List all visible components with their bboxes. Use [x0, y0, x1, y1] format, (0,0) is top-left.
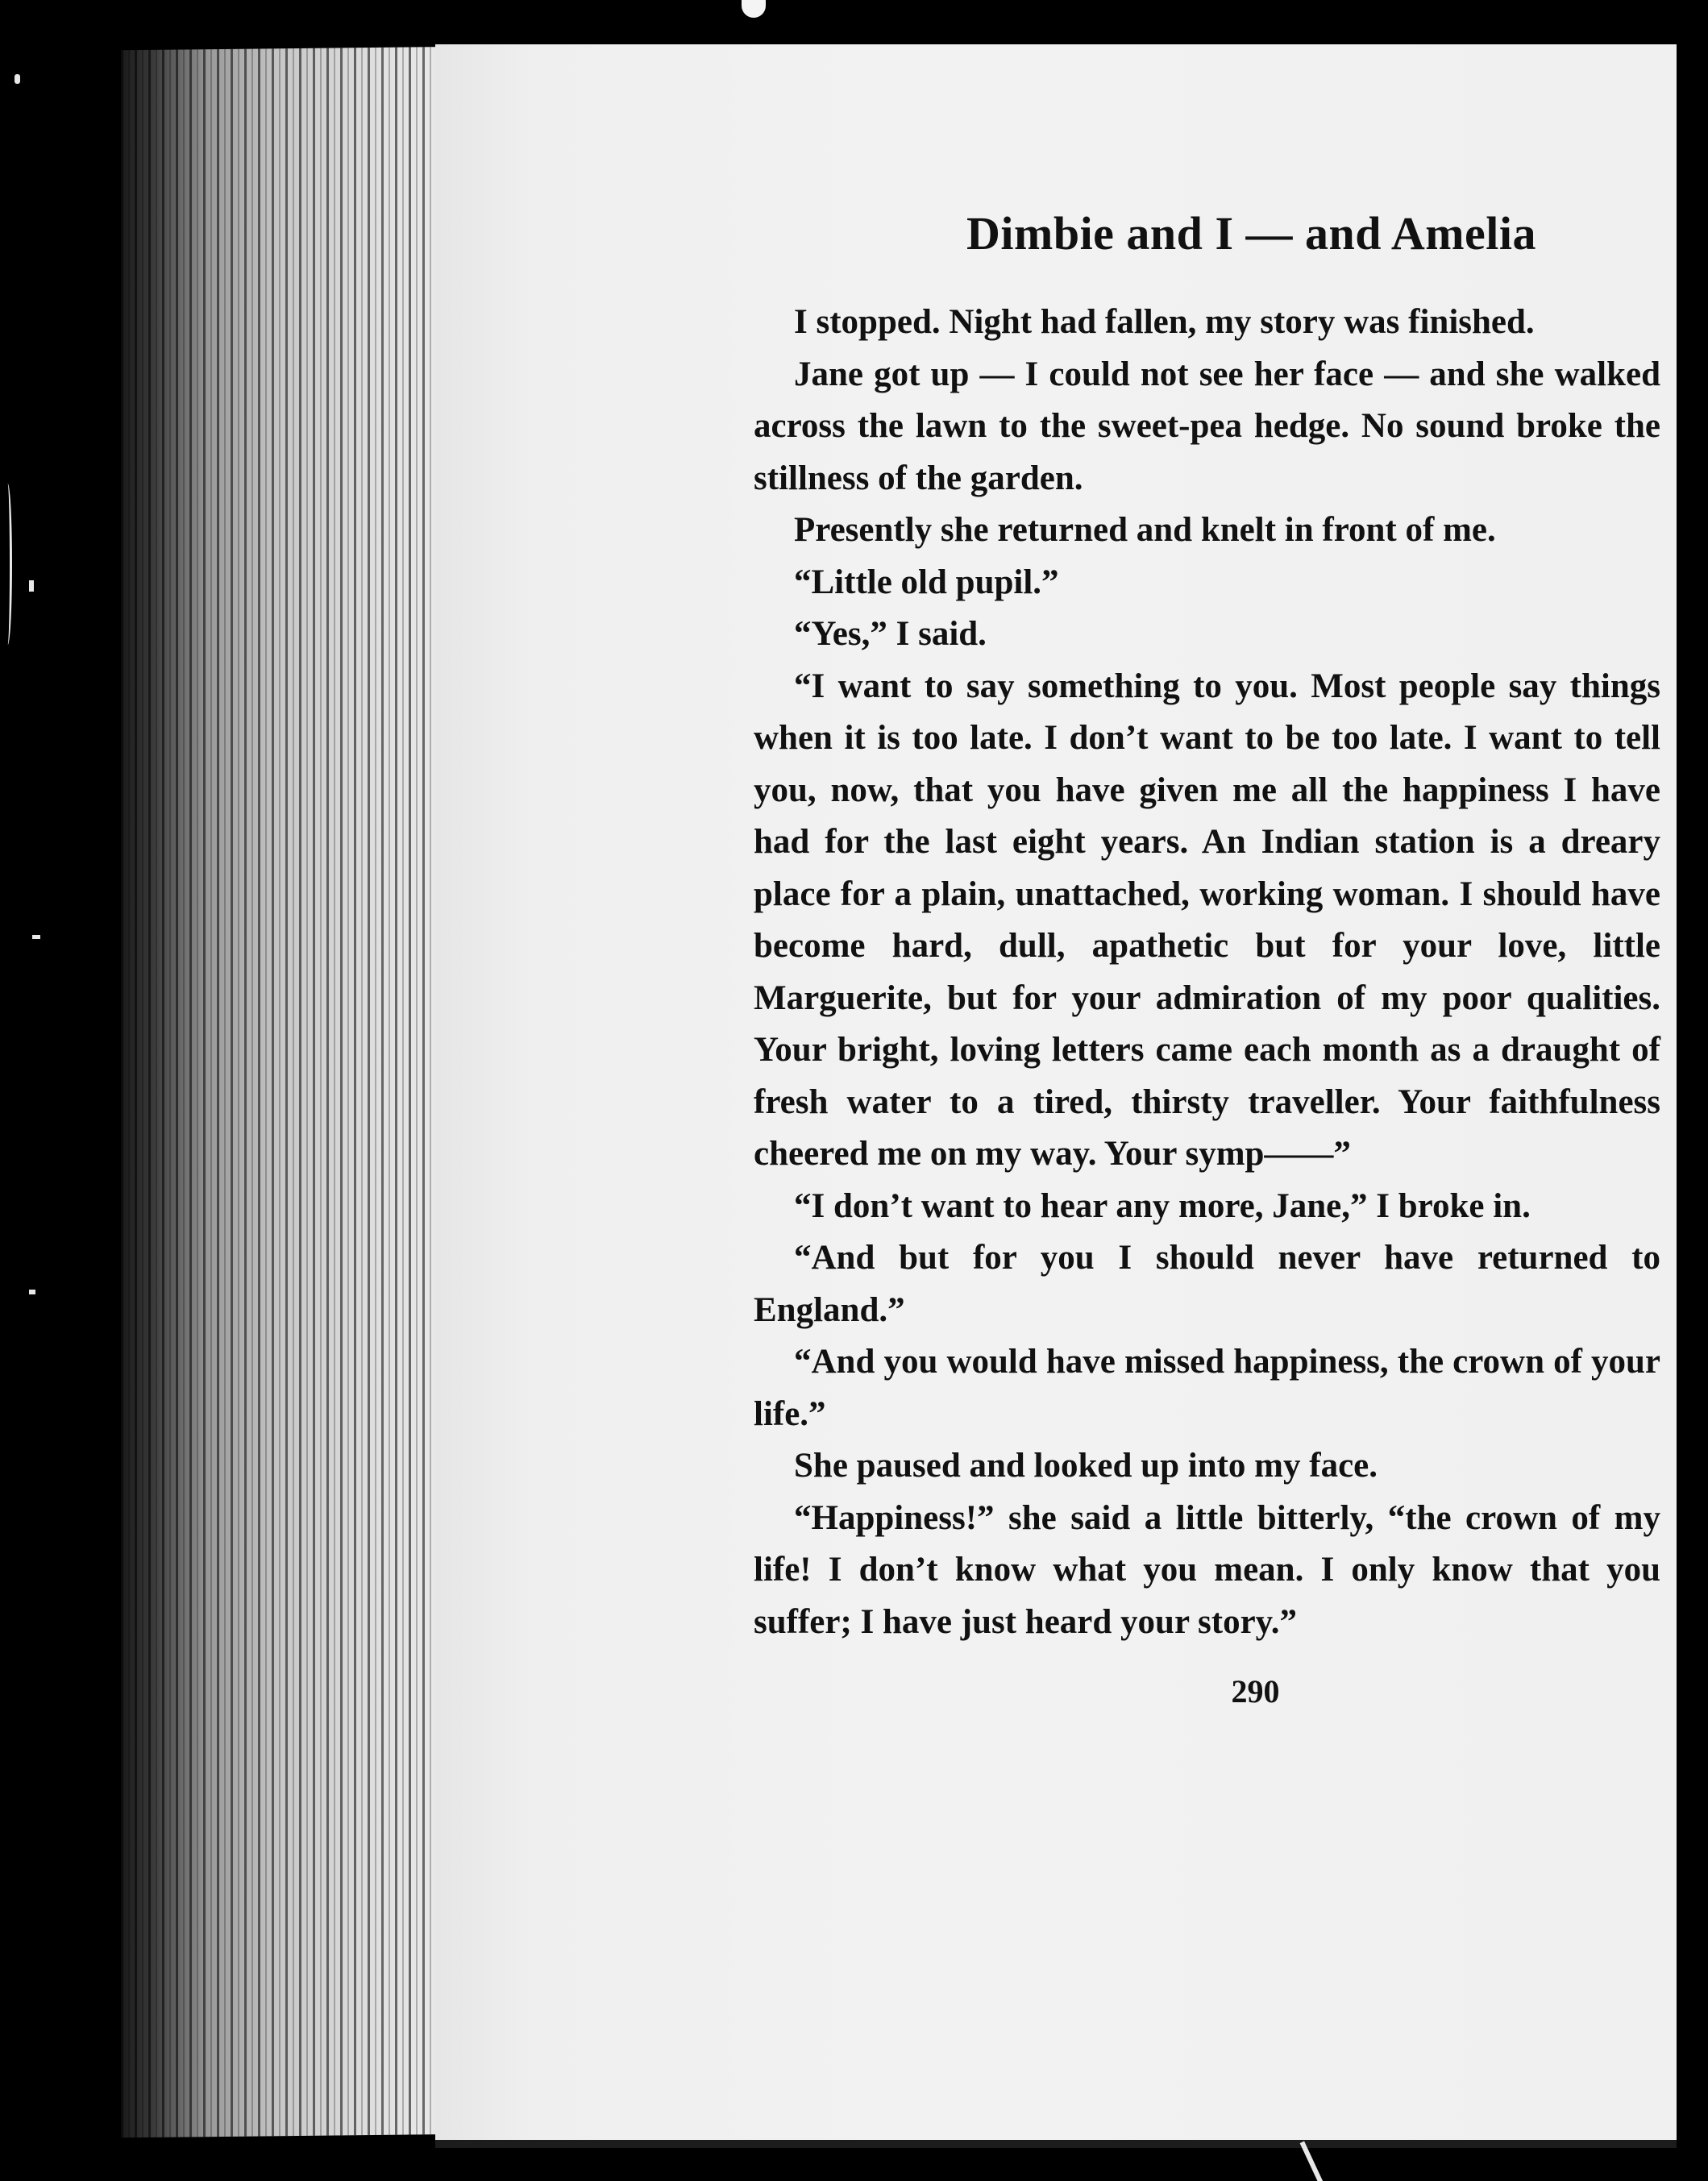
paragraph: She paused and looked up into my face. — [794, 1447, 1378, 1485]
paragraph: Presently she returned and knelt in front of me. — [794, 511, 1496, 549]
paragraph: Jane got up — I could not see her face — and she walked across the lawn to the sweet-pea hedge. No sound broke the stillness of the garden. — [754, 355, 1660, 497]
scan-margin-specks — [0, 0, 48, 2181]
speck — [15, 74, 20, 84]
running-head: Dimbie and I — and Amelia — [966, 207, 1536, 260]
paragraph: “Happiness!” she said a little bitterly, “the crown of my life! I don’t know what you mean. I only know that you suffer; I have just heard your story.” — [754, 1498, 1660, 1641]
paragraph: “I don’t want to hear any more, Jane,” I broke in. — [794, 1186, 1531, 1225]
paragraph: “And but for you I should never have returned to England.” — [754, 1239, 1660, 1329]
paragraph: “And you would have missed happiness, the crown of your life.” — [754, 1343, 1660, 1433]
paragraph: I stopped. Night had fallen, my story was finished. — [794, 303, 1535, 341]
speck — [29, 580, 34, 592]
scan-hole — [742, 0, 766, 18]
page-edges — [121, 47, 476, 2138]
speck — [3, 484, 12, 645]
speck — [32, 935, 40, 939]
page-text — [754, 201, 1660, 1716]
speck — [29, 1290, 35, 1294]
paragraph: “Yes,” I said. — [794, 615, 987, 653]
paragraph: “Little old pupil.” — [794, 563, 1059, 601]
paragraph: “I want to say something to you. Most people say things when it is too late. I don’t want to be too late. I want to tell you, now, that you have given me all the happiness I have had for the last eight years. An Indian station is a dreary place for a plain, unattached, working woman. I should have become hard, dull, apathetic but for your love, little Marguerite, but for your admiration of my poor qualities. Your bright, loving letters came each month as a draught of fresh water to a tired, thirsty traveller. Your faithfulness cheered me on my way. Your symp——” — [754, 667, 1660, 1173]
page-number: 290 — [1231, 1673, 1280, 1709]
